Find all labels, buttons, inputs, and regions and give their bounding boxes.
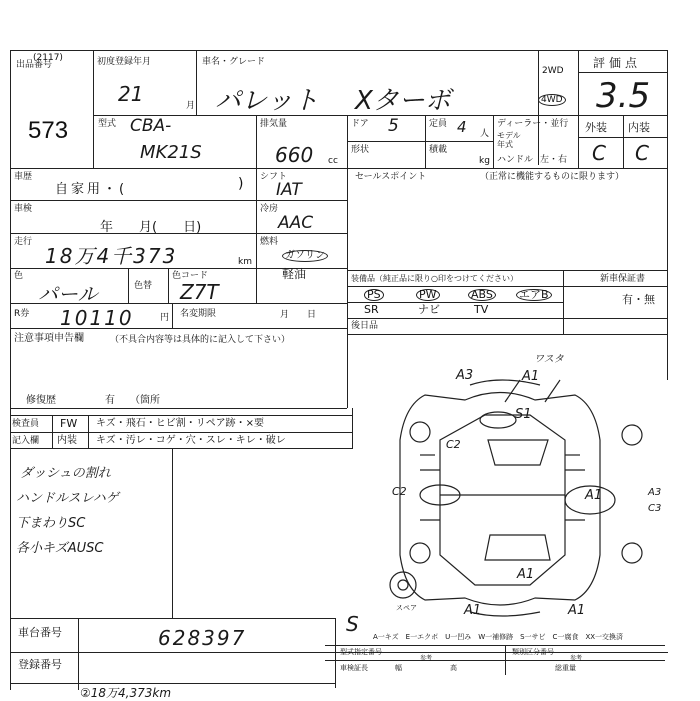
load-unit: kg: [479, 156, 490, 166]
interior-items: キズ・汚レ・コゲ・穴・スレ・キレ・破レ: [96, 435, 286, 446]
fuel-label: 燃料: [260, 237, 279, 247]
color-change-label: 色替: [134, 281, 153, 291]
model-grade-label: 車名・グレード: [202, 57, 266, 67]
lot-code: (2117): [33, 53, 63, 63]
warranty-value: 有・無: [622, 293, 655, 306]
width-label: 幅: [395, 664, 402, 672]
chassis-value: 628397: [158, 626, 247, 650]
spare-label: スペア: [396, 604, 417, 612]
model-code-prefix: CBA-: [130, 116, 172, 136]
interior-label: 内装: [628, 121, 650, 134]
model-value: パレット: [215, 86, 319, 116]
name-change-label: 名変期限: [180, 309, 217, 319]
repair-value: 有: [105, 395, 115, 406]
grade-value: Xターボ: [355, 86, 451, 116]
history-value: 自家用・(: [55, 182, 128, 197]
notes-hint: （不具合内容等は具体的に記入して下さい）: [110, 335, 291, 345]
exterior-label: 外装: [585, 121, 607, 134]
mark-c2-a: C2: [446, 438, 461, 451]
rating-label: 評価点: [593, 56, 642, 70]
note-line-3: 下まわりSC: [16, 516, 86, 531]
color-value: パール: [38, 282, 98, 306]
handle-label: ハンドル: [497, 155, 534, 165]
equipment-label: 装備品（純正品に限り○印をつけてください）: [351, 274, 518, 283]
first-reg-label: 初度登録年月: [97, 57, 152, 67]
mark-a1-bottom-right: A1: [568, 603, 586, 618]
interior-insp-label: 内装: [57, 435, 77, 446]
warranty-label: 新車保証書: [600, 274, 646, 284]
equip-airbag: エアB: [516, 289, 552, 301]
inspector-label: 検査員: [12, 419, 40, 429]
shift-label: シフト: [260, 172, 288, 182]
lot-label: 出品番号: [16, 60, 53, 70]
mark-a1-top: A1: [522, 369, 540, 384]
color-code-value: Z7T: [180, 280, 219, 304]
rating-value: 3.5: [596, 76, 651, 116]
mileage-unit: km: [238, 257, 252, 267]
drive-4wd: 4WD: [538, 94, 566, 106]
recycle-value: 10110: [60, 306, 134, 330]
model-code-value: MK21S: [140, 142, 202, 163]
repair-label: 修復歴: [26, 395, 56, 406]
color-label: 色: [14, 271, 24, 281]
note-line-2: ハンドルスレハゲ: [16, 491, 119, 506]
mark-s1: S1: [515, 407, 532, 422]
sales-points-note: （正常に機能するものに限ります）: [480, 172, 625, 182]
footer-extra: ②18万4,373km: [80, 686, 172, 700]
first-reg-value: 21: [118, 82, 144, 106]
weight-label: 総重量: [555, 664, 576, 672]
mileage-label: 走行: [14, 237, 33, 247]
record-label: 記入欄: [12, 436, 40, 446]
mark-a1-side: A1: [585, 488, 603, 503]
color-code-label: 色コード: [172, 271, 209, 281]
mark-a3-right: A3: [648, 487, 662, 498]
capacity-unit: 人: [480, 129, 490, 139]
doors-value: 5: [388, 116, 399, 136]
repair-place: （箇所: [130, 395, 160, 406]
ac-label: 冷房: [260, 204, 279, 214]
equip-tv: TV: [474, 303, 489, 316]
equip-navi: ナビ: [418, 303, 440, 316]
delivery-label: 後日品: [351, 321, 379, 331]
length-label: 車検証長: [340, 664, 368, 672]
model-designation-label: 型式指定番号: [340, 648, 382, 656]
shift-value: IAT: [276, 180, 302, 200]
fuel-value: ガソリン: [282, 250, 328, 262]
mileage-value: 18万4千373: [45, 244, 178, 268]
notes-label: 注意事項申告欄: [14, 333, 84, 344]
first-reg-unit: 月: [186, 101, 196, 111]
mark-a1-bottom-left: A1: [464, 603, 482, 618]
handle-value: 左・右: [540, 155, 568, 165]
capacity-label: 定員: [429, 119, 448, 129]
equip-pw: PW: [416, 289, 440, 301]
displacement-label: 排気量: [260, 119, 288, 129]
history-label: 車歴: [14, 172, 33, 182]
history-close: ): [238, 176, 244, 192]
displacement-unit: cc: [328, 156, 338, 166]
shape-label: 形状: [351, 145, 370, 155]
fw-label: FW: [60, 417, 78, 430]
equip-ps: PS: [364, 289, 384, 301]
lot-number: 573: [28, 117, 69, 144]
exterior-grade: C: [592, 141, 606, 165]
interior-grade: C: [635, 141, 649, 165]
name-change-value: 月 日: [280, 310, 317, 320]
drive-2wd: 2WD: [542, 66, 564, 76]
inspection-label: 車検: [14, 204, 33, 214]
displacement-value: 660: [275, 143, 314, 167]
ref-label-1: 参考: [420, 655, 433, 662]
fuel-alt: 軽油: [282, 267, 307, 281]
height-label: 高: [450, 664, 457, 672]
ref-label-2: 参考: [570, 655, 583, 662]
note-line-4: 各小キズAUSC: [16, 541, 104, 556]
fw-items: キズ・飛石・ヒビ割・リペア跡・×要: [96, 418, 264, 429]
mark-a3-top: A3: [456, 368, 474, 383]
equip-sr: SR: [364, 303, 379, 316]
mark-c3: C3: [648, 503, 662, 514]
note-line-1: ダッシュの割れ: [20, 466, 111, 481]
damage-legend: A一キズ E一エクボ U一凹み W一補修跡 S一サビ C一腐食 XX一交換済: [373, 633, 624, 641]
dealer-label: ディーラー・並行: [497, 119, 569, 129]
inspection-value: 年 月( 日): [100, 220, 202, 235]
equip-abs: ABS: [468, 289, 496, 301]
mark-wasta: ワスタ: [534, 354, 564, 365]
recycle-unit: 円: [160, 313, 170, 323]
mark-c2-b: C2: [392, 485, 407, 498]
load-label: 積載: [429, 145, 448, 155]
model-year-label: モデル年式: [497, 131, 521, 149]
capacity-value: 4: [457, 118, 467, 136]
reg-label: 登録番号: [18, 658, 62, 671]
recycle-label: R券: [14, 309, 30, 319]
mark-s: S: [346, 612, 359, 636]
category-label: 類別区分番号: [512, 648, 554, 656]
mark-a1-rear: A1: [517, 567, 535, 582]
ac-value: AAC: [278, 213, 314, 233]
doors-label: ドア: [351, 119, 369, 129]
chassis-label: 車台番号: [18, 626, 62, 639]
model-code-label: 型式: [98, 119, 117, 129]
sales-points-label: セールスポイント: [355, 172, 427, 182]
